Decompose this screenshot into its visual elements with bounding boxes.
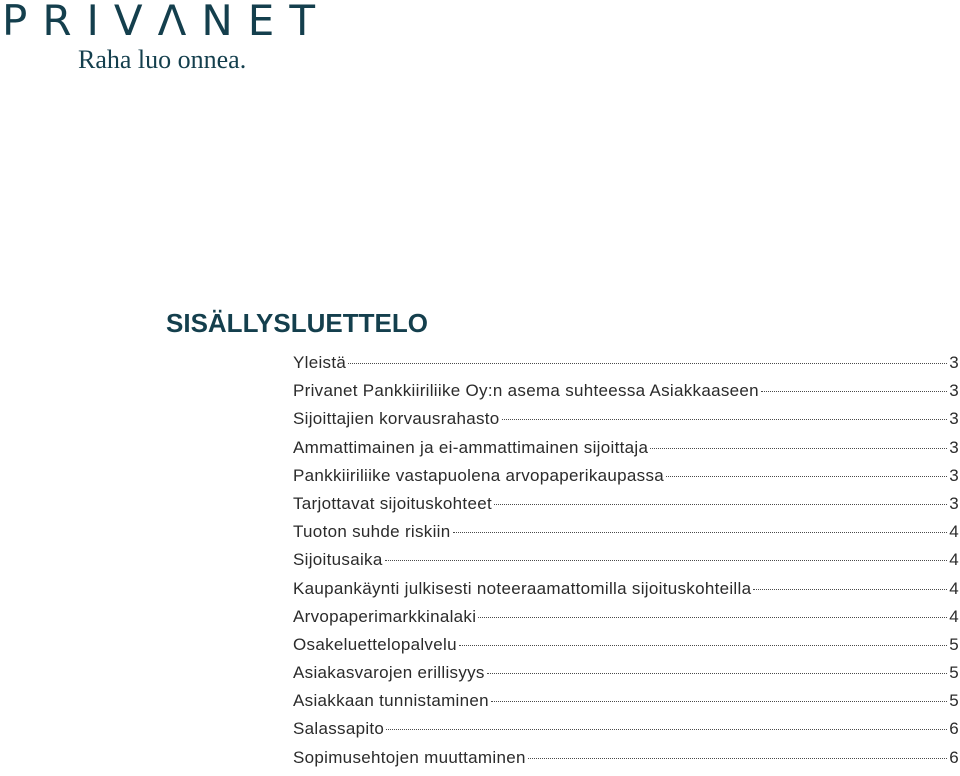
toc-item-osakeluettelopalvelu[interactable]	[293, 635, 959, 663]
toc-item-sijoittaja[interactable]	[293, 438, 959, 466]
toc-item-arvopaperimarkkinalaki[interactable]	[293, 607, 959, 635]
dot-leader	[348, 363, 947, 364]
toc-item-label: Sopimusehtojen muuttaminen	[293, 747, 526, 767]
dot-leader	[761, 391, 947, 392]
toc-item-label: Arvopaperimarkkinalaki	[293, 606, 477, 626]
toc-item-page: 5	[949, 663, 959, 683]
toc-item-label: Salassapito	[293, 719, 385, 739]
toc-item-yleista[interactable]	[293, 353, 959, 381]
dot-leader	[528, 758, 948, 759]
toc-item-erillisyys[interactable]	[293, 663, 959, 691]
toc-item-label: Tarjottavat sijoituskohteet	[293, 493, 492, 513]
toc-item-muuttaminen[interactable]	[293, 748, 959, 776]
dot-leader	[502, 419, 948, 420]
toc-item-label: Asiakkaan tunnistaminen	[293, 691, 489, 711]
toc-item-page: 4	[949, 606, 959, 626]
toc-item-label: Tuoton suhde riskiin	[293, 522, 451, 542]
toc-item-vastapuolena[interactable]	[293, 466, 959, 494]
toc-item-page: 4	[949, 522, 959, 542]
toc-item-label: Asiakasvarojen erillisyys	[293, 663, 485, 683]
dot-leader	[385, 560, 948, 561]
toc-item-sijoitusaika[interactable]	[293, 550, 959, 578]
toc-item-page: 3	[949, 353, 959, 372]
toc-item-label: Yleistä	[293, 353, 347, 372]
dot-leader	[453, 532, 948, 533]
toc-item-label: Pankkiiriliike vastapuolena arvopaperikaupassa	[293, 465, 665, 485]
dot-leader	[459, 645, 947, 646]
dot-leader	[666, 476, 947, 477]
toc-item-page: 4	[949, 550, 959, 570]
toc-item-page: 3	[949, 465, 959, 485]
dot-leader	[491, 701, 947, 702]
toc-item-korvausrahasto[interactable]	[293, 409, 959, 437]
toc-item-label: Sijoitusaika	[293, 550, 383, 570]
toc-item-page: 6	[949, 719, 959, 739]
toc-item-asema[interactable]	[293, 381, 959, 409]
toc-item-label: Osakeluettelopalvelu	[293, 634, 457, 654]
toc-item-label: Kaupankäynti julkisesti noteeraamattomilla sijoituskohteilla	[293, 578, 752, 598]
toc-item-kaupankaynti[interactable]	[293, 579, 959, 607]
logo-tagline: Raha luo onnea.	[78, 45, 247, 74]
dot-leader	[753, 589, 947, 590]
toc-item-page: 5	[949, 691, 959, 711]
dot-leader	[494, 504, 947, 505]
toc-item-page: 6	[949, 747, 959, 767]
toc-item-label: Ammattimainen ja ei-ammattimainen sijoittaja	[293, 437, 649, 457]
toc-item-sijoituskohteet[interactable]	[293, 494, 959, 522]
toc-item-tunnistaminen[interactable]	[293, 691, 959, 719]
toc-item-tuotto-riski[interactable]	[293, 522, 959, 550]
toc-item-page: 3	[949, 437, 959, 457]
toc-item-salassapito[interactable]	[293, 719, 959, 747]
toc-title: SISÄLLYSLUETTELO	[166, 308, 428, 338]
table-of-contents	[293, 353, 959, 776]
dot-leader	[487, 673, 948, 674]
dot-leader	[478, 617, 947, 618]
dot-leader	[386, 729, 947, 730]
toc-item-label: Sijoittajien korvausrahasto	[293, 409, 500, 429]
toc-item-page: 3	[949, 381, 959, 401]
logo-wordmark: PRIVΛNET	[2, 0, 330, 45]
toc-item-page: 5	[949, 634, 959, 654]
toc-item-label: Privanet Pankkiiriliike Oy:n asema suhteessa Asiakkaaseen	[293, 381, 759, 401]
dot-leader	[650, 448, 947, 449]
toc-item-page: 3	[949, 409, 959, 429]
toc-item-page: 3	[949, 493, 959, 513]
toc-item-page: 4	[949, 578, 959, 598]
